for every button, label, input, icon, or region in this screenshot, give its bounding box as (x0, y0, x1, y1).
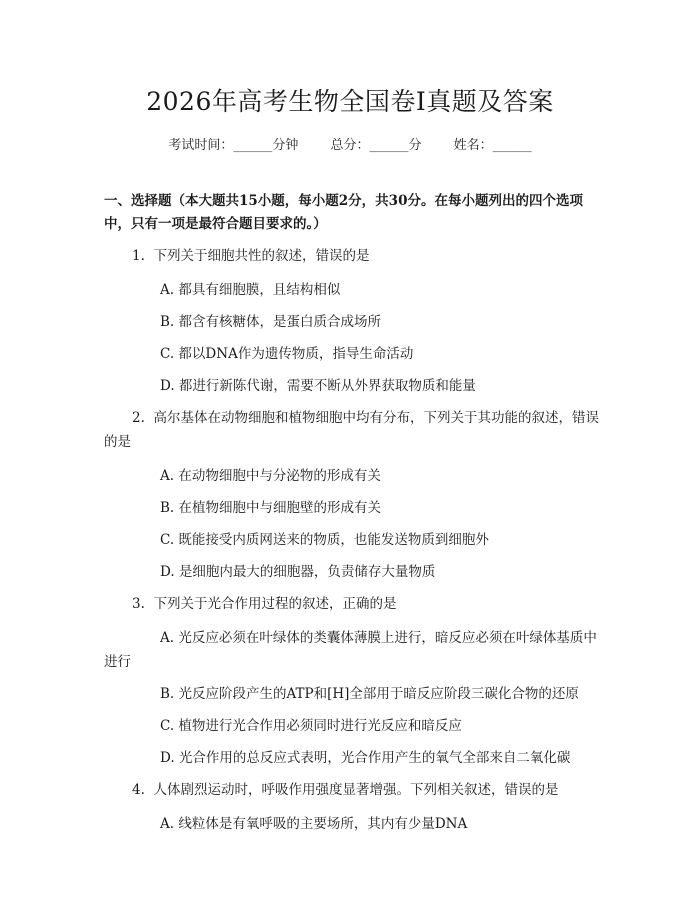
question-1-option-d: D. 都进行新陈代谢，需要不断从外界获取物质和能量 (160, 378, 476, 394)
question-2-stem: 2. 高尔基体在动物细胞和植物细胞中均有分布，下列关于其功能的叙述，错误的是 (104, 410, 599, 450)
question-3-option-b: B. 光反应阶段产生的ATP和[H]全部用于暗反应阶段三碳化合物的还原 (160, 686, 579, 702)
question-2-option-b: B. 在植物细胞中与细胞壁的形成有关 (160, 500, 382, 516)
questions (104, 244, 604, 844)
exam-time: 考试时间：______分钟 (168, 138, 299, 153)
question-2-option-a: A. 在动物细胞中与分泌物的形成有关 (160, 468, 381, 484)
exam-score: 总分：______分 (330, 138, 422, 153)
section-heading: 一、选择题（本大题共15小题，每小题2分，共30分。在每小题列出的四个选项中，只有一项是最符合题目要求的。） (104, 193, 583, 232)
question-1-stem: 1. 下列关于细胞共性的叙述，错误的是 (132, 248, 370, 264)
page-title: 2026年高考生物全国卷Ⅰ真题及答案 (146, 87, 554, 116)
question-3-option-d: D. 光合作用的总反应式表明，光合作用产生的氧气全部来自二氧化碳 (160, 750, 571, 766)
question-2-option-d: D. 是细胞内最大的细胞器，负责储存大量物质 (160, 564, 436, 580)
question-4-option-a: A. 线粒体是有氧呼吸的主要场所，其内有少量DNA (160, 816, 468, 832)
exam-name: 姓名：______ (453, 138, 532, 153)
question-1-option-b: B. 都含有核糖体，是蛋白质合成场所 (160, 314, 382, 330)
question-3-option-a: A. 光反应必须在叶绿体的类囊体薄膜上进行，暗反应必须在叶绿体基质中进行 (104, 630, 597, 670)
question-3-option-c: C. 植物进行光合作用必须同时进行光反应和暗反应 (160, 718, 462, 734)
exam-meta (0, 134, 700, 153)
question-4-stem: 4. 人体剧烈运动时，呼吸作用强度显著增强。下列相关叙述，错误的是 (132, 782, 559, 798)
question-1-option-c: C. 都以DNA作为遗传物质，指导生命活动 (160, 346, 414, 362)
question-3-stem: 3. 下列关于光合作用过程的叙述，正确的是 (132, 596, 397, 612)
question-2-option-c: C. 既能接受内质网送来的物质，也能发送物质到细胞外 (160, 532, 489, 548)
question-1-option-a: A. 都具有细胞膜，且结构相似 (160, 282, 341, 298)
